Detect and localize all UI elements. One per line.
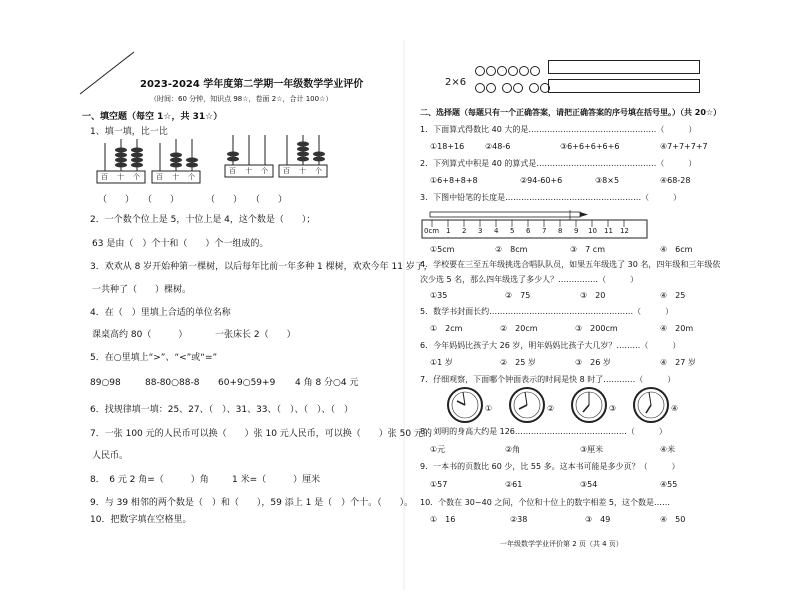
mc-q4-opt2[interactable]: ② 75 (505, 291, 531, 300)
page-subtitle: （时间：60 分钟，知识点 98☆，卷面 2☆，合计 100☆） (150, 95, 333, 103)
answer-box-1[interactable] (548, 60, 700, 74)
q3-text: 3．欢欢从 8 岁开始种第一棵树，以后每年比前一年多种 1 棵树，欢欢今年 11 岁了， (90, 262, 433, 272)
abacus-label: 十 (299, 167, 306, 175)
page-title: 2023-2024 学年度第二学期一年级数学学业评价 (140, 79, 364, 90)
mc-q1: 1．下面算式得数比 40 大的是…………………………………………（ ） (420, 125, 697, 134)
mc-q9-opt2[interactable]: ②61 (505, 480, 523, 489)
mc-q5-opt1[interactable]: ① 2cm (430, 324, 463, 333)
q1-blanks[interactable]: （ ） （ ） （ ） （ ） (98, 195, 288, 205)
q5d-text: 4 角 8 分○4 元 (295, 378, 359, 388)
mc-q6: 6．今年妈妈比孩子大 26 岁，明年妈妈比孩子大几岁？………（ ） (420, 341, 681, 350)
mc-q6-opt4[interactable]: ④ 27 岁 (660, 358, 696, 367)
abacus-label: 个 (188, 173, 195, 181)
clock-faces (445, 385, 695, 427)
clock-icon (572, 388, 606, 422)
abacus-label: 个 (315, 167, 322, 175)
q5a-text: 89○98 (90, 378, 121, 388)
mc-q4-opt1[interactable]: ①35 (430, 291, 448, 300)
mc-q2-opt3[interactable]: ③8×5 (595, 176, 620, 185)
mc-q5-opt2[interactable]: ② 20cm (500, 324, 538, 333)
mc-q10: 10．个数在 30~40 之间，个位和十位上的数字相差 5，这个数是…… (420, 498, 670, 507)
mc-q5: 5．数学书封面长约………………………………………………（ ） (420, 307, 674, 316)
mc-q6-opt3[interactable]: ③ 26 岁 (575, 358, 611, 367)
q6-text: 6．找规律填一填：25、27、（ ）、31、33、（ ）、（ ）、（ ） (90, 405, 354, 415)
q2-text: 2．一个数个位上是 5，十位上是 4，这个数是（ ）； (90, 215, 316, 225)
ruler-tick: 4 (494, 227, 499, 235)
mc-q10-opt4[interactable]: ④ 50 (660, 515, 686, 524)
mc-q2-opt4[interactable]: ④68-28 (660, 176, 691, 185)
q8b-text: 1 米=（ ）厘米 (232, 475, 321, 485)
abacus-label: 百 (101, 173, 108, 181)
mc-q10-opt1[interactable]: ① 16 (430, 515, 456, 524)
clock-icon (448, 388, 482, 422)
q3b-text: 一共种了（ ）棵树。 (92, 285, 192, 295)
section2-heading: 二、选择题（每题只有一个正确答案，请把正确答案的序号填在括号里。）（共 20☆） (420, 108, 722, 117)
mc-q9: 9．一本书的页数比 60 少，比 55 多。这本书可能是多少页？（ ） (420, 462, 680, 471)
circles-row-2 (475, 80, 551, 96)
q8a-text: 8． 6 元 2 角=（ ）角 (90, 475, 209, 485)
mc-q7-opt4[interactable]: ④ (671, 404, 679, 413)
section1-heading: 一、填空题（每空 1☆，共 31☆） (82, 112, 223, 122)
mc-q2-opt2[interactable]: ②94-60+6 (520, 176, 563, 185)
abacus-label: 百 (229, 167, 236, 175)
ruler-tick: 10 (588, 227, 597, 235)
q10-text: 10．把数字填在空格里。 (90, 515, 192, 525)
mc-q5-opt3[interactable]: ③ 200cm (575, 324, 618, 333)
mc-q9-opt4[interactable]: ④55 (660, 480, 678, 489)
mc-q4-opt4[interactable]: ④ 25 (660, 291, 686, 300)
mc-q3: 3．下图中铅笔的长度是……………………………………………（ ） (420, 193, 682, 202)
ruler-tick: 2 (462, 227, 467, 235)
abacus-label: 个 (261, 167, 268, 175)
mc-q1-opt2[interactable]: ②48-6 (485, 142, 511, 151)
abacus-label: 个 (133, 173, 140, 181)
mc-q3-opt1[interactable]: ①5cm (430, 245, 455, 254)
mc-q4: 4．学校要在三至五年级挑选合唱队队员，如果五年级选了 30 名，四年级和三年级依 (420, 260, 721, 269)
mc-q8-opt3[interactable]: ③厘米 (580, 445, 604, 454)
mc-q7-opt2[interactable]: ② (547, 404, 555, 413)
ruler-with-pencil (420, 206, 720, 242)
mc-q8-opt2[interactable]: ②角 (505, 445, 521, 454)
mc-q1-opt1[interactable]: ①18+16 (430, 142, 465, 151)
abacus-label: 十 (172, 173, 179, 181)
answer-box-2[interactable] (548, 79, 700, 93)
circles-row-1 (475, 63, 541, 79)
q5c-text: 60+9○59+9 (218, 378, 276, 388)
ruler-tick: 12 (620, 227, 629, 235)
abacus-label: 十 (245, 167, 252, 175)
mc-q3-opt2[interactable]: ② 8cm (495, 245, 528, 254)
ruler-tick: 0cm (424, 227, 440, 235)
mc-q10-opt2[interactable]: ②38 (510, 515, 528, 524)
q4a-text: 课桌高约 80（ ） (92, 330, 188, 340)
ruler-tick: 6 (526, 227, 531, 235)
top-expression: 2×6 (445, 77, 467, 88)
ruler-tick: 8 (558, 227, 563, 235)
ruler-tick: 1 (446, 227, 451, 235)
mc-q2: 2．下列算式中积是 40 的算式是………………………………………（ ） (420, 159, 697, 168)
q7-text: 7．一张 100 元的人民币可以换（ ）张 10 元人民币，可以换（ ）张 50 元的 (90, 429, 432, 439)
clock-icon (510, 388, 544, 422)
mc-q5-opt4[interactable]: ④ 20m (660, 324, 694, 333)
q9-text: 9．与 39 相邻的两个数是（ ）和（ ），59 添上 1 是（ ）个十。（ ）。 (90, 498, 414, 508)
mc-q7-opt3[interactable]: ③ (609, 404, 617, 413)
abacus-label: 百 (156, 173, 163, 181)
ruler-tick: 11 (604, 227, 613, 235)
ruler-tick: 3 (478, 227, 483, 235)
mc-q3-opt3[interactable]: ③ 7 cm (570, 245, 605, 254)
mc-q2-opt1[interactable]: ①6+8+8+8 (430, 176, 478, 185)
clock-icon (634, 388, 668, 422)
abacus-group (95, 135, 335, 190)
mc-q4-line2: 次少选 5 名，那么四年级选了多少人？……………（ ） (420, 275, 639, 284)
q7b-text: 人民币。 (92, 451, 129, 461)
mc-q6-opt2[interactable]: ② 25 岁 (500, 358, 536, 367)
ruler-tick: 9 (574, 227, 579, 235)
q5b-text: 88-80○88-8 (145, 378, 200, 388)
mc-q3-opt4[interactable]: ④ 6cm (660, 245, 693, 254)
mc-q8-opt4[interactable]: ④米 (660, 445, 676, 454)
abacus-label: 十 (117, 173, 124, 181)
mc-q10-opt3[interactable]: ③ 49 (585, 515, 611, 524)
q2b-text: 63 是由（ ）个十和（ ）个一组成的。 (92, 239, 269, 249)
mc-q7-opt1[interactable]: ① (485, 404, 493, 413)
mc-q9-opt3[interactable]: ③54 (580, 480, 598, 489)
q1-text: 1、填一填，比一比 (90, 127, 168, 137)
mc-q1-opt4[interactable]: ④7+7+7+7 (660, 142, 708, 151)
ruler-tick: 5 (510, 227, 515, 235)
ruler-tick: 7 (542, 227, 547, 235)
mc-q4-opt3[interactable]: ③ 20 (580, 291, 606, 300)
q4-text: 4．在（ ）里填上合适的单位名称 (90, 308, 231, 318)
q4b-text: 一张床长 2（ ） (215, 330, 296, 340)
mc-q1-opt3[interactable]: ③6+6+6+6+6 (560, 142, 620, 151)
mc-q6-opt1[interactable]: ①1 岁 (430, 358, 453, 367)
mc-q8: 8．刘明的身高大约是 126……………………………………（ ） (420, 427, 667, 436)
mc-q8-opt1[interactable]: ①元 (430, 445, 446, 454)
page-footer: 一年级数学学业评价第 2 页（共 4 页） (500, 540, 623, 548)
mc-q7: 7．仔细观察，下面哪个钟面表示的时间是快 8 时了…………（ ） (420, 375, 676, 384)
abacus-label: 百 (283, 167, 290, 175)
q5-text: 5．在○里填上“>”、“<”或“=” (90, 353, 218, 363)
mc-q9-opt1[interactable]: ①57 (430, 480, 448, 489)
